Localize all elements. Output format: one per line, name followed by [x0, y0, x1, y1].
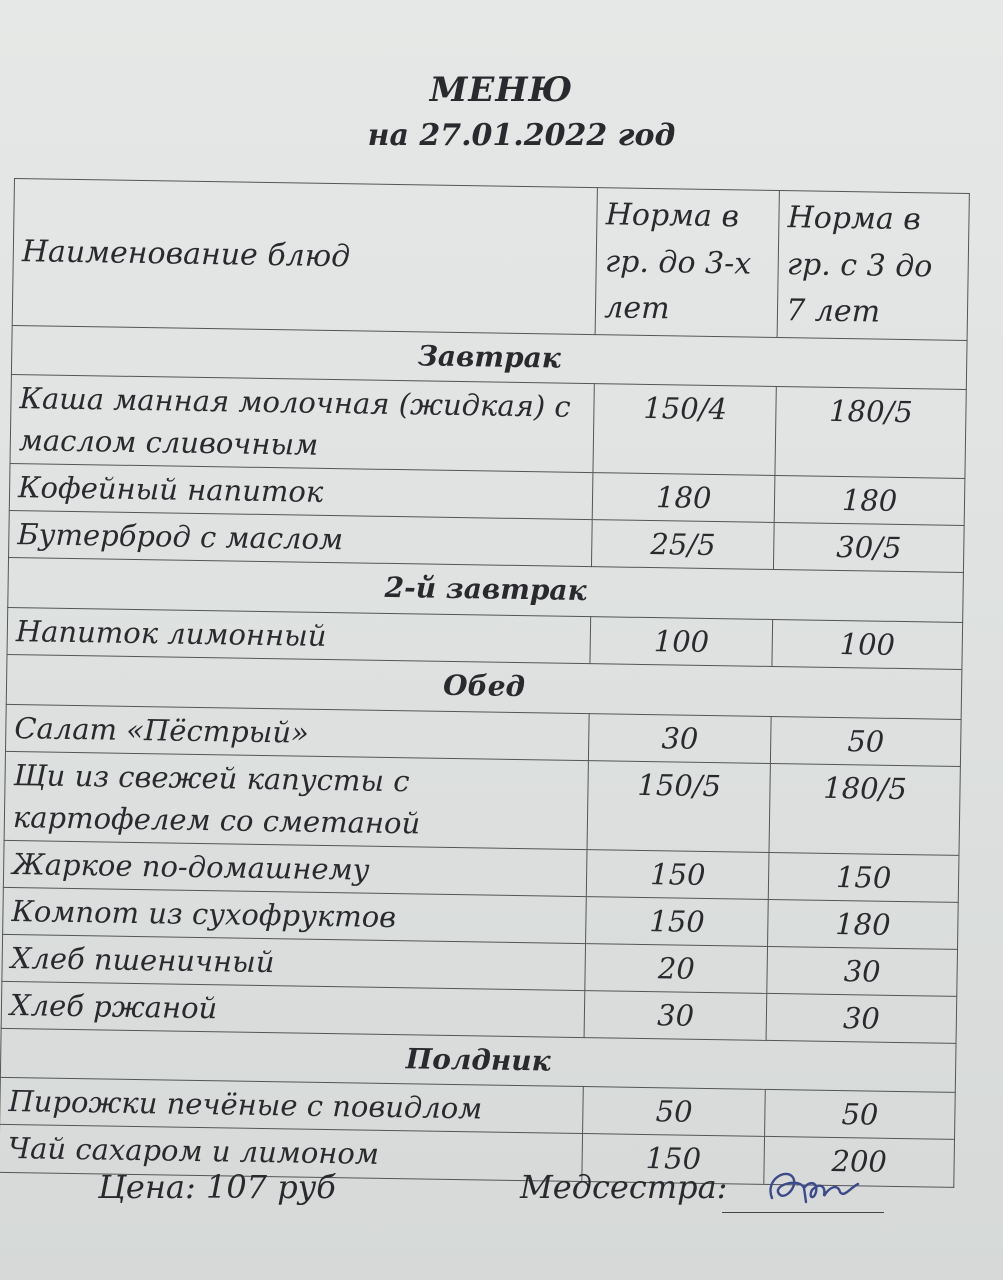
page-title: МЕНЮ	[429, 70, 574, 110]
dish-name: Компот из сухофруктов	[3, 887, 587, 943]
norm-under-3: 150	[587, 849, 770, 899]
norm-under-3: 30	[589, 713, 772, 763]
norm-3-to-7: 30/5	[774, 523, 965, 573]
dish-name: Чай сахаром и лимоном	[0, 1125, 583, 1181]
norm-3-to-7: 200	[764, 1137, 955, 1187]
norm-3-to-7: 150	[768, 852, 959, 902]
norm-under-3: 100	[590, 616, 773, 666]
norm-3-to-7: 30	[767, 946, 958, 996]
header-dish-name: Наименование блюд	[12, 179, 597, 335]
dish-name: Щи из свежей капусты с картофелем со сметаной	[4, 751, 589, 849]
dish-name: Пирожки печёные с повидлом	[0, 1078, 584, 1134]
norm-3-to-7: 30	[766, 993, 957, 1043]
table-header-row	[12, 179, 969, 340]
header-norm-3-to-7: Норма в гр. с 3 до 7 лет	[777, 191, 969, 340]
menu-table	[0, 178, 970, 1187]
section-title: Завтрак	[11, 325, 967, 390]
norm-under-3: 150	[586, 896, 769, 946]
norm-3-to-7: 100	[772, 619, 963, 669]
norm-3-to-7: 180/5	[775, 387, 966, 479]
section-title: Обед	[6, 654, 962, 719]
dish-name: Кофейный напиток	[9, 464, 593, 520]
section-title: 2-й завтрак	[8, 558, 964, 623]
menu-table-body	[0, 179, 969, 1187]
section-title: Полдник	[0, 1028, 956, 1093]
norm-3-to-7: 180	[774, 476, 965, 526]
dish-name: Каша манная молочная (жидкая) с маслом сливочным	[10, 375, 595, 473]
handwritten-signature	[760, 1158, 870, 1218]
norm-under-3: 25/5	[592, 520, 775, 570]
table-row	[4, 751, 960, 855]
norm-under-3: 150/4	[593, 384, 776, 476]
norm-under-3: 150	[582, 1134, 765, 1184]
dish-name: Хлеб пшеничный	[2, 934, 586, 990]
norm-under-3: 30	[584, 990, 767, 1040]
norm-under-3: 180	[592, 473, 775, 523]
nurse-label: Медсестра:	[520, 1168, 728, 1206]
dish-name: Салат «Пёстрый»	[5, 704, 589, 760]
norm-3-to-7: 180	[768, 899, 959, 949]
dish-name: Напиток лимонный	[7, 607, 591, 663]
norm-3-to-7: 50	[771, 716, 962, 766]
norm-under-3: 20	[585, 943, 768, 993]
dish-name: Хлеб ржаной	[1, 981, 585, 1037]
norm-under-3: 50	[583, 1087, 766, 1137]
norm-under-3: 150/5	[587, 760, 770, 852]
menu-date: на 27.01.2022 год	[367, 118, 676, 153]
header-norm-under-3: Норма в гр. до 3-х лет	[595, 188, 779, 337]
price-label: Цена: 107 руб	[98, 1168, 336, 1206]
table-row	[10, 375, 966, 479]
dish-name: Бутерброд с маслом	[9, 511, 593, 567]
dish-name: Жаркое по-домашнему	[3, 840, 587, 896]
norm-3-to-7: 50	[765, 1090, 956, 1140]
norm-3-to-7: 180/5	[769, 763, 960, 855]
